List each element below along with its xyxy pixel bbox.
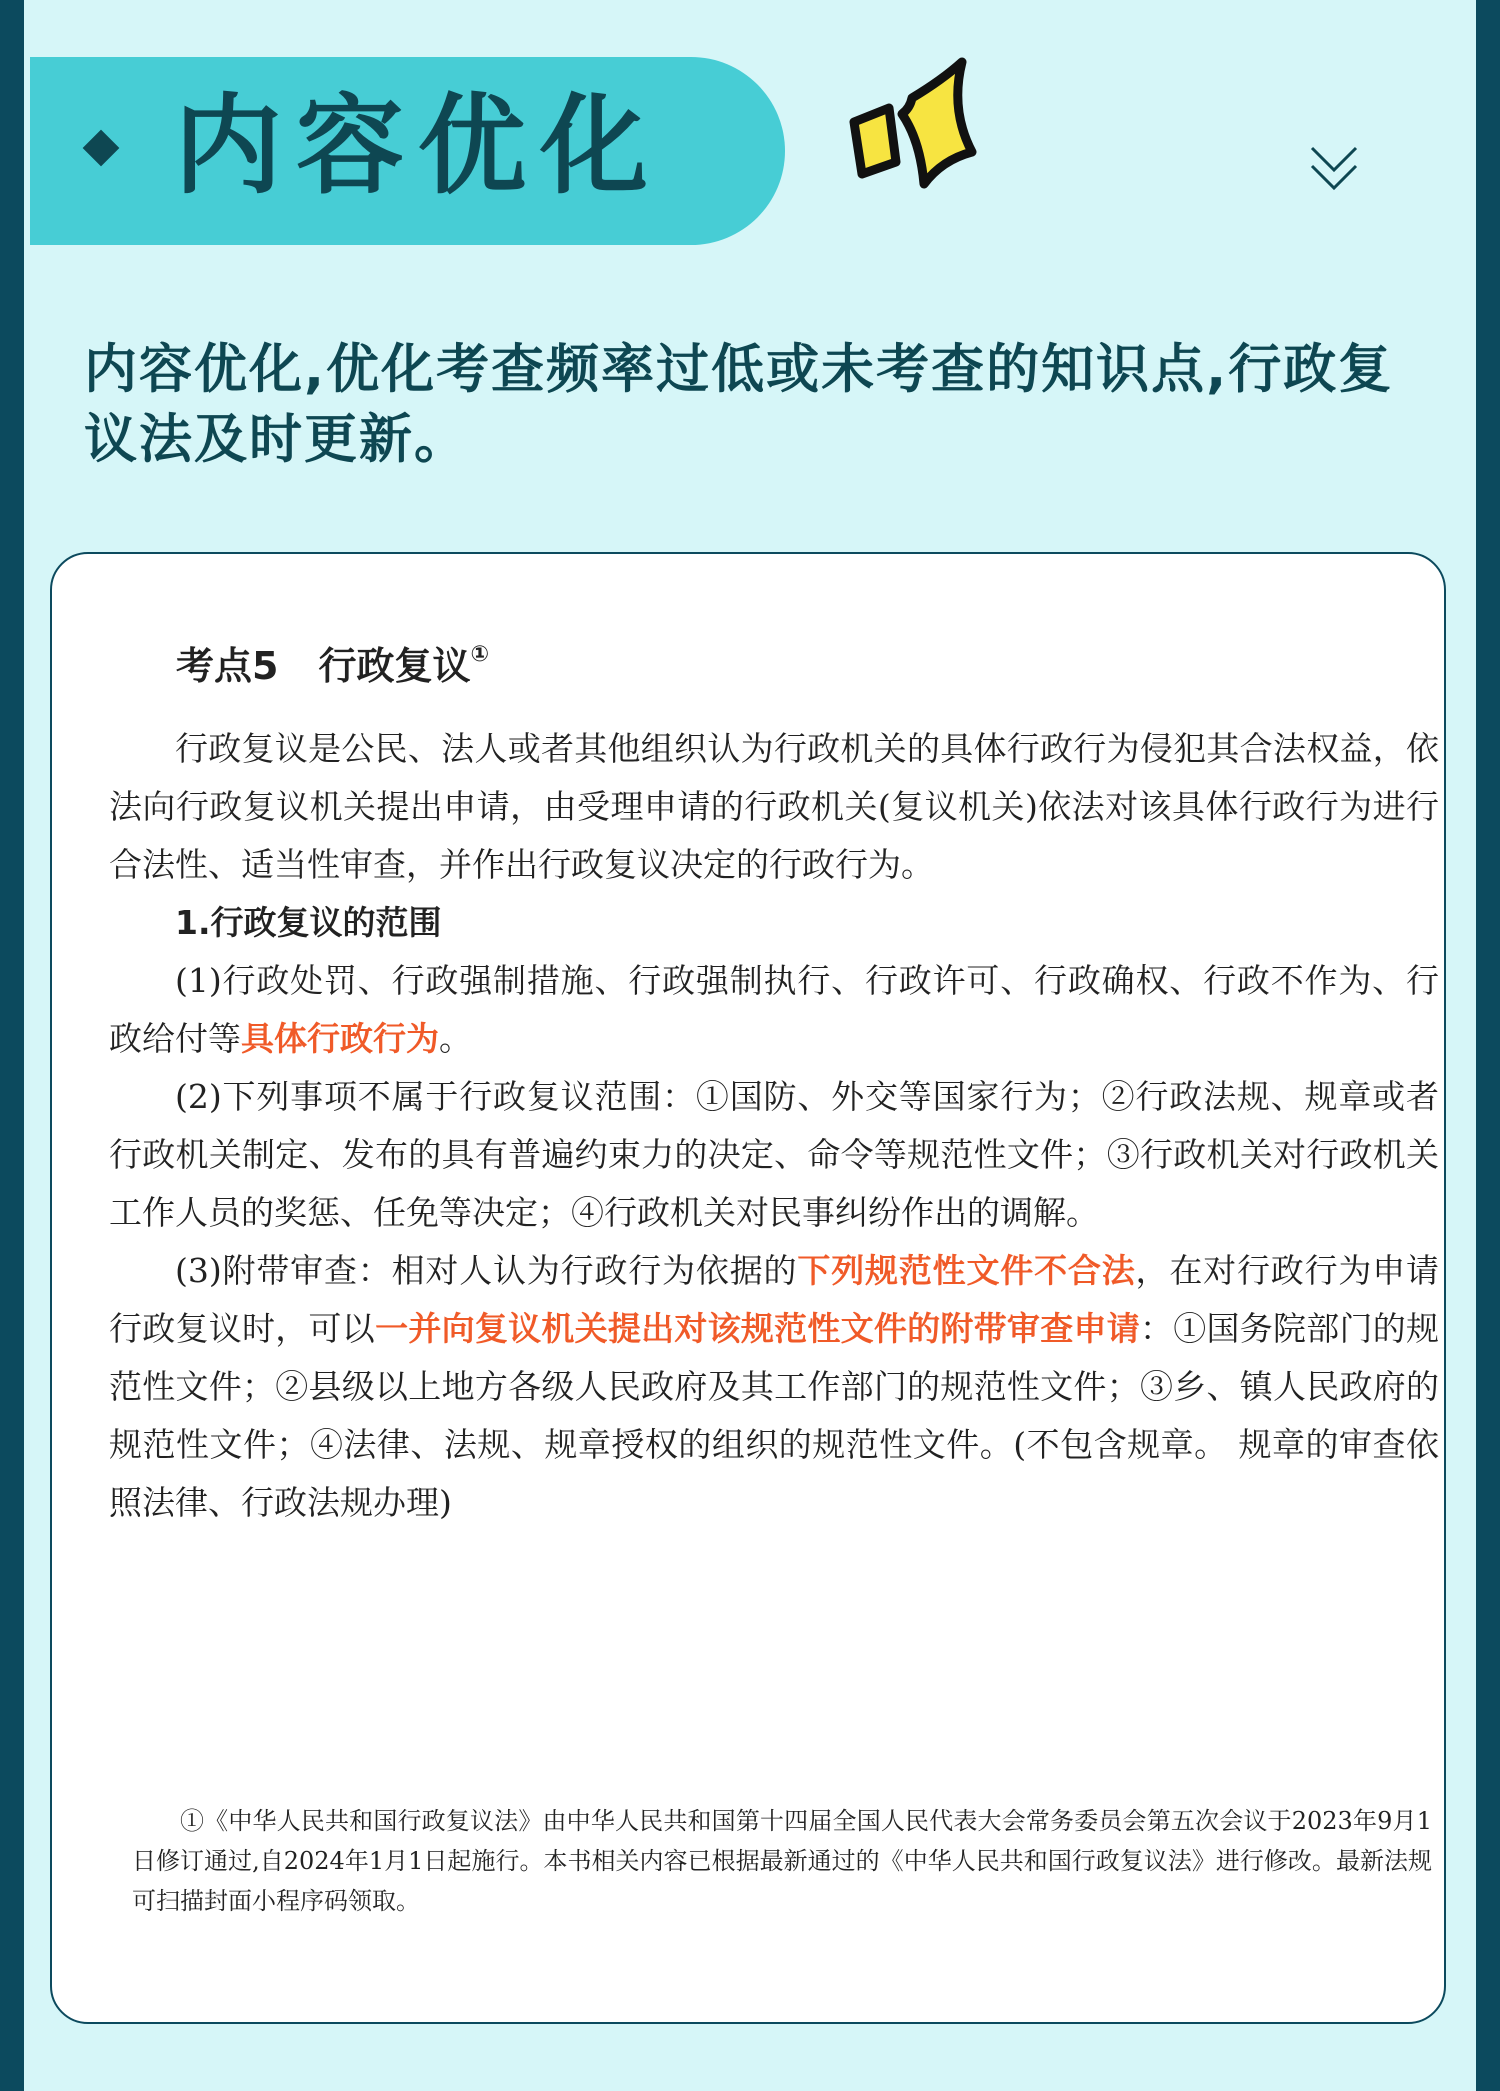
scope-item-1-text: (1)行政处罚、行政强制措施、行政强制执行、行政许可、行政确权、行政不作为、行政给付等: [109, 961, 1439, 1058]
scope-item-2: (2)下列事项不属于行政复议范围：①国防、外交等国家行为；②行政法规、规章或者行政机关制定、发布的具有普遍约束力的决定、命令等规范性文件；③行政机关对行政机关工作人员的奖惩、任免等决定；④行政机关对民事纠纷作出的调解。: [109, 1077, 1439, 1232]
exam-point-title: 行政复议: [318, 644, 471, 688]
scope-item-1: [109, 952, 1439, 1068]
section-subheading: 1.行政复议的范围: [175, 903, 442, 942]
scope-item-3-text-b: ，在对行政行为申请行政复议时，可以: [109, 1251, 1439, 1348]
article-body: [109, 720, 1439, 1532]
page-background: [24, 0, 1476, 2091]
exam-point-label: 考点5: [176, 644, 279, 688]
definition-paragraph: 行政复议是公民、法人或者其他组织认为行政机关的具体行政行为侵犯其合法权益，依法向行政复议机关提出申请，由受理申请的行政机关(复议机关)依法对该具体行政行为进行合法性、适当性审查，并作出行政复议决定的行政行为。: [109, 729, 1439, 884]
scope-item-3-text-c: ：①国务院部门的规范性文件；②县级以上地方各级人民政府及其工作部门的规范性文件；③乡、镇人民政府的规范性文件；④法律、法规、规章授权的组织的规范性文件。(不包含规章。 规章的审查依照法律、行政法规办理): [109, 1309, 1440, 1522]
scope-item-3: [109, 1242, 1439, 1532]
scope-item-3-text-a: (3)附带审查：相对人认为行政行为依据的: [175, 1251, 798, 1290]
footnote: ①《中华人民共和国行政复议法》由中华人民共和国第十四届全国人民代表大会常务委员会第五次会议于2023年9月1日修订通过,自2024年1月1日起施行。本书相关内容已根据最新通过的《中华人民共和国行政复议法》进行修改。最新法规可扫描封面小程序码领取。: [132, 1807, 1432, 1915]
footnote-marker: ①: [470, 642, 490, 667]
sparkle-icon: [792, 52, 992, 202]
double-chevron-down-icon[interactable]: [1306, 142, 1362, 198]
intro-text: 内容优化,优化考查频率过低或未考查的知识点,行政复议法及时更新。: [84, 339, 1394, 470]
scope-item-1-highlight: 具体行政行为: [241, 1019, 439, 1058]
scope-item-1-end: 。: [439, 1019, 472, 1058]
exam-point-heading: [176, 630, 489, 691]
page-title: 内容优化: [174, 84, 663, 209]
scope-item-3-highlight-a: 下列规范性文件不合法: [797, 1251, 1136, 1290]
scope-item-3-highlight-b: 一并向复议机关提出对该规范性文件的附带审查申请: [375, 1309, 1140, 1348]
